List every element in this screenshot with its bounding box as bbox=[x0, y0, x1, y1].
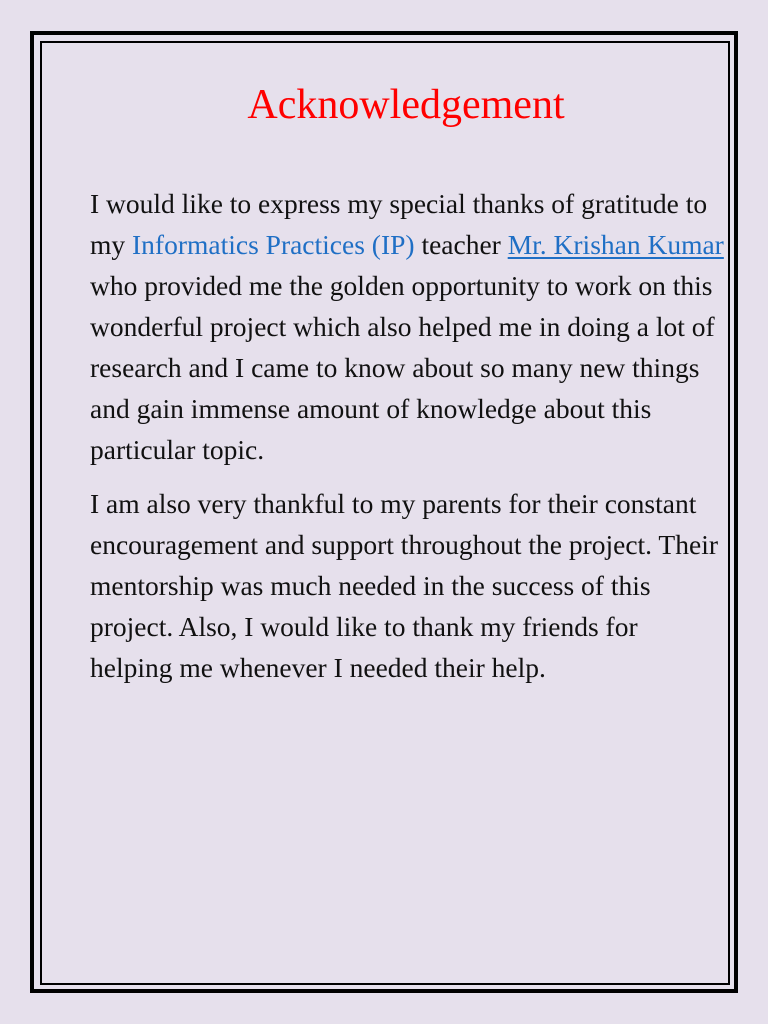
paragraph-2: I am also very thankful to my parents for their constant encouragement and support throughout the project. Their mentorship was much needed in the success of this project. Also, I would like to thank my friends for helping me whenever I needed their help. bbox=[90, 488, 718, 683]
body-text bbox=[90, 183, 725, 701]
page-title: Acknowledgement bbox=[247, 82, 565, 128]
paragraph-1-part-2: teacher bbox=[414, 229, 508, 260]
paragraph-1-part-3: who provided me the golden opportunity to work on this wonderful project which also helped me in doing a lot of research and I came to know about so many new things and gain immense amount of knowledge about this particular topic. bbox=[90, 270, 715, 465]
paragraph-1-part-1: I would like to express my special thanks of gratitude to my bbox=[90, 188, 708, 260]
subject-highlight: Informatics Practices (IP) bbox=[132, 229, 415, 260]
teacher-name-link[interactable]: Mr. Krishan Kumar bbox=[507, 229, 724, 260]
paragraph-1 bbox=[90, 183, 725, 470]
